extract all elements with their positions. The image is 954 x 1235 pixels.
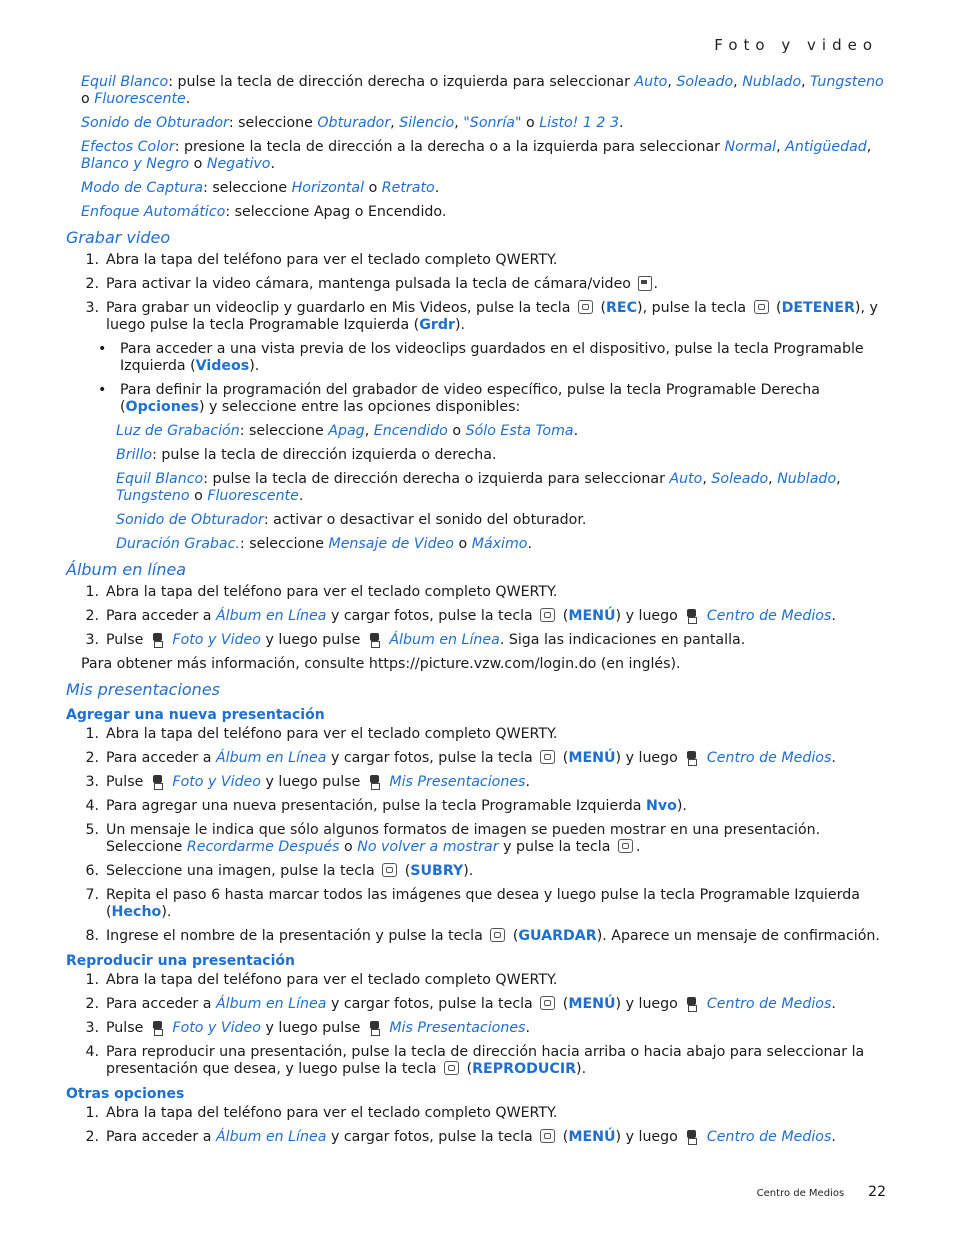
photo-video-icon <box>152 1021 164 1035</box>
presentations-icon <box>369 1021 381 1035</box>
ok-key-icon <box>754 300 769 314</box>
page-number: 22 <box>868 1184 886 1200</box>
ok-key-icon <box>540 1129 555 1143</box>
list-item: 1. Abra la tapa del teléfono para ver el teclado completo QWERTY. <box>85 972 558 988</box>
ok-key-icon <box>540 750 555 764</box>
option-color-effects: Efectos Color: presione la tecla de dirección a la derecha o a la izquierda para seleccionar Normal, Antigüedad, Blanco y Negro o Negativo. <box>81 139 872 172</box>
camera-video-key-icon <box>638 276 652 291</box>
page-content <box>66 74 886 1153</box>
list-item: 3. Para grabar un videoclip y guardarlo en Mis Videos, pulse la tecla (REC), pulse la tecla (DETENER), y luego pulse la tecla Programable Izquierda (Grdr). <box>85 300 878 333</box>
option-recording-light: Luz de Grabación: seleccione Apag, Encendido o Sólo Esta Toma. <box>116 423 579 439</box>
option-white-balance: Equil Blanco: pulse la tecla de dirección derecha o izquierda para seleccionar Auto, Soleado, Nublado, Tungsteno o Fluorescente. <box>81 74 884 107</box>
section-heading-album-en-linea: Álbum en línea <box>66 560 187 579</box>
bullet-item: • Para acceder a una vista previa de los videoclips guardados en el dispositivo, pulse la tecla Programable Izquierda (Videos). <box>98 341 864 374</box>
subheading-reproducir: Reproducir una presentación <box>66 953 295 969</box>
option-autofocus: Enfoque Automático: seleccione Apag o Encendido. <box>81 204 447 220</box>
list-item: 1. Abra la tapa del teléfono para ver el teclado completo QWERTY. <box>85 726 558 742</box>
subheading-agregar: Agregar una nueva presentación <box>66 707 325 723</box>
list-item: 7. Repita el paso 6 hasta marcar todos las imágenes que desea y luego pulse la tecla Programable Izquierda (Hecho). <box>85 887 860 920</box>
section-heading-mis-presentaciones: Mis presentaciones <box>66 680 220 699</box>
section-heading-grabar-video: Grabar video <box>66 228 171 247</box>
ok-key-icon <box>540 608 555 622</box>
media-center-icon <box>686 1130 698 1144</box>
list-item: 5. Un mensaje le indica que sólo algunos formatos de imagen se pueden mostrar en una presentación. Seleccione Recordarme Después o No volver a mostrar y pulse la tecla . <box>85 822 821 855</box>
list-item: 3. Pulse Foto y Video y luego pulse Mis Presentaciones. <box>85 1020 530 1036</box>
ok-key-icon <box>490 928 505 942</box>
ok-key-icon <box>578 300 593 314</box>
media-center-icon <box>686 609 698 623</box>
ok-key-icon <box>540 996 555 1010</box>
photo-video-icon <box>152 633 164 647</box>
list-item: 4. Para agregar una nueva presentación, pulse la tecla Programable Izquierda Nvo). <box>85 798 687 814</box>
ok-key-icon <box>444 1061 459 1075</box>
option-shutter-sound: Sonido de Obturador: seleccione Obturador, Silencio, "Sonría" o Listo! 1 2 3. <box>81 115 624 131</box>
list-item: 8. Ingrese el nombre de la presentación y pulse la tecla (GUARDAR). Aparece un mensaje de confirmación. <box>85 928 880 944</box>
presentations-icon <box>369 775 381 789</box>
footer-section-name: Centro de Medios <box>756 1188 845 1199</box>
list-item: 1. Abra la tapa del teléfono para ver el teclado completo QWERTY. <box>85 252 558 268</box>
list-item: 6. Seleccione una imagen, pulse la tecla (SUBRY). <box>85 863 474 879</box>
list-item: 1. Abra la tapa del teléfono para ver el teclado completo QWERTY. <box>85 1105 558 1121</box>
bullet-item: • Para definir la programación del grabador de video específico, pulse la tecla Programable Derecha (Opciones) y seleccione entre las opciones disponibles: <box>98 382 820 415</box>
online-album-icon <box>369 633 381 647</box>
list-item: 2. Para acceder a Álbum en Línea y cargar fotos, pulse la tecla (MENÚ) y luego Centro de Medios. <box>85 996 836 1012</box>
media-center-icon <box>686 997 698 1011</box>
subheading-otras-opciones: Otras opciones <box>66 1086 185 1102</box>
option-brightness: Brillo: pulse la tecla de dirección izquierda o derecha. <box>116 447 497 463</box>
photo-video-icon <box>152 775 164 789</box>
ok-key-icon <box>382 863 397 877</box>
option-capture-mode: Modo de Captura: seleccione Horizontal o Retrato. <box>81 180 440 196</box>
page-footer <box>757 1184 886 1200</box>
list-item: 4. Para reproducir una presentación, pulse la tecla de dirección hacia arriba o hacia abajo para seleccionar la presentación que desea, y luego pulse la tecla (REPRODUCIR). <box>85 1044 865 1077</box>
list-item: 1. Abra la tapa del teléfono para ver el teclado completo QWERTY. <box>85 584 558 600</box>
media-center-icon <box>686 751 698 765</box>
list-item: 2. Para acceder a Álbum en Línea y cargar fotos, pulse la tecla (MENÚ) y luego Centro de Medios. <box>85 750 836 766</box>
option-white-balance-video: Equil Blanco: pulse la tecla de dirección derecha o izquierda para seleccionar Auto, Soleado, Nublado, Tungsteno o Fluorescente. <box>116 471 841 504</box>
list-item: 2. Para acceder a Álbum en Línea y cargar fotos, pulse la tecla (MENÚ) y luego Centro de Medios. <box>85 608 836 624</box>
list-item: 2. Para activar la video cámara, mantenga pulsada la tecla de cámara/video . <box>85 276 659 292</box>
option-label: Equil Blanco <box>81 74 169 90</box>
list-item: 2. Para acceder a Álbum en Línea y cargar fotos, pulse la tecla (MENÚ) y luego Centro de Medios. <box>85 1129 836 1145</box>
list-item: 3. Pulse Foto y Video y luego pulse Mis Presentaciones. <box>85 774 530 790</box>
option-record-duration: Duración Grabac.: seleccione Mensaje de Video o Máximo. <box>116 536 533 552</box>
info-note: Para obtener más información, consulte https://picture.vzw.com/login.do (en inglés). <box>81 656 681 672</box>
ok-key-icon <box>618 839 633 853</box>
option-shutter-sound-video: Sonido de Obturador: activar o desactivar el sonido del obturador. <box>116 512 587 528</box>
running-header: Foto y video <box>714 36 878 54</box>
list-item: 3. Pulse Foto y Video y luego pulse Álbum en Línea. Siga las indicaciones en pantalla. <box>85 632 746 648</box>
